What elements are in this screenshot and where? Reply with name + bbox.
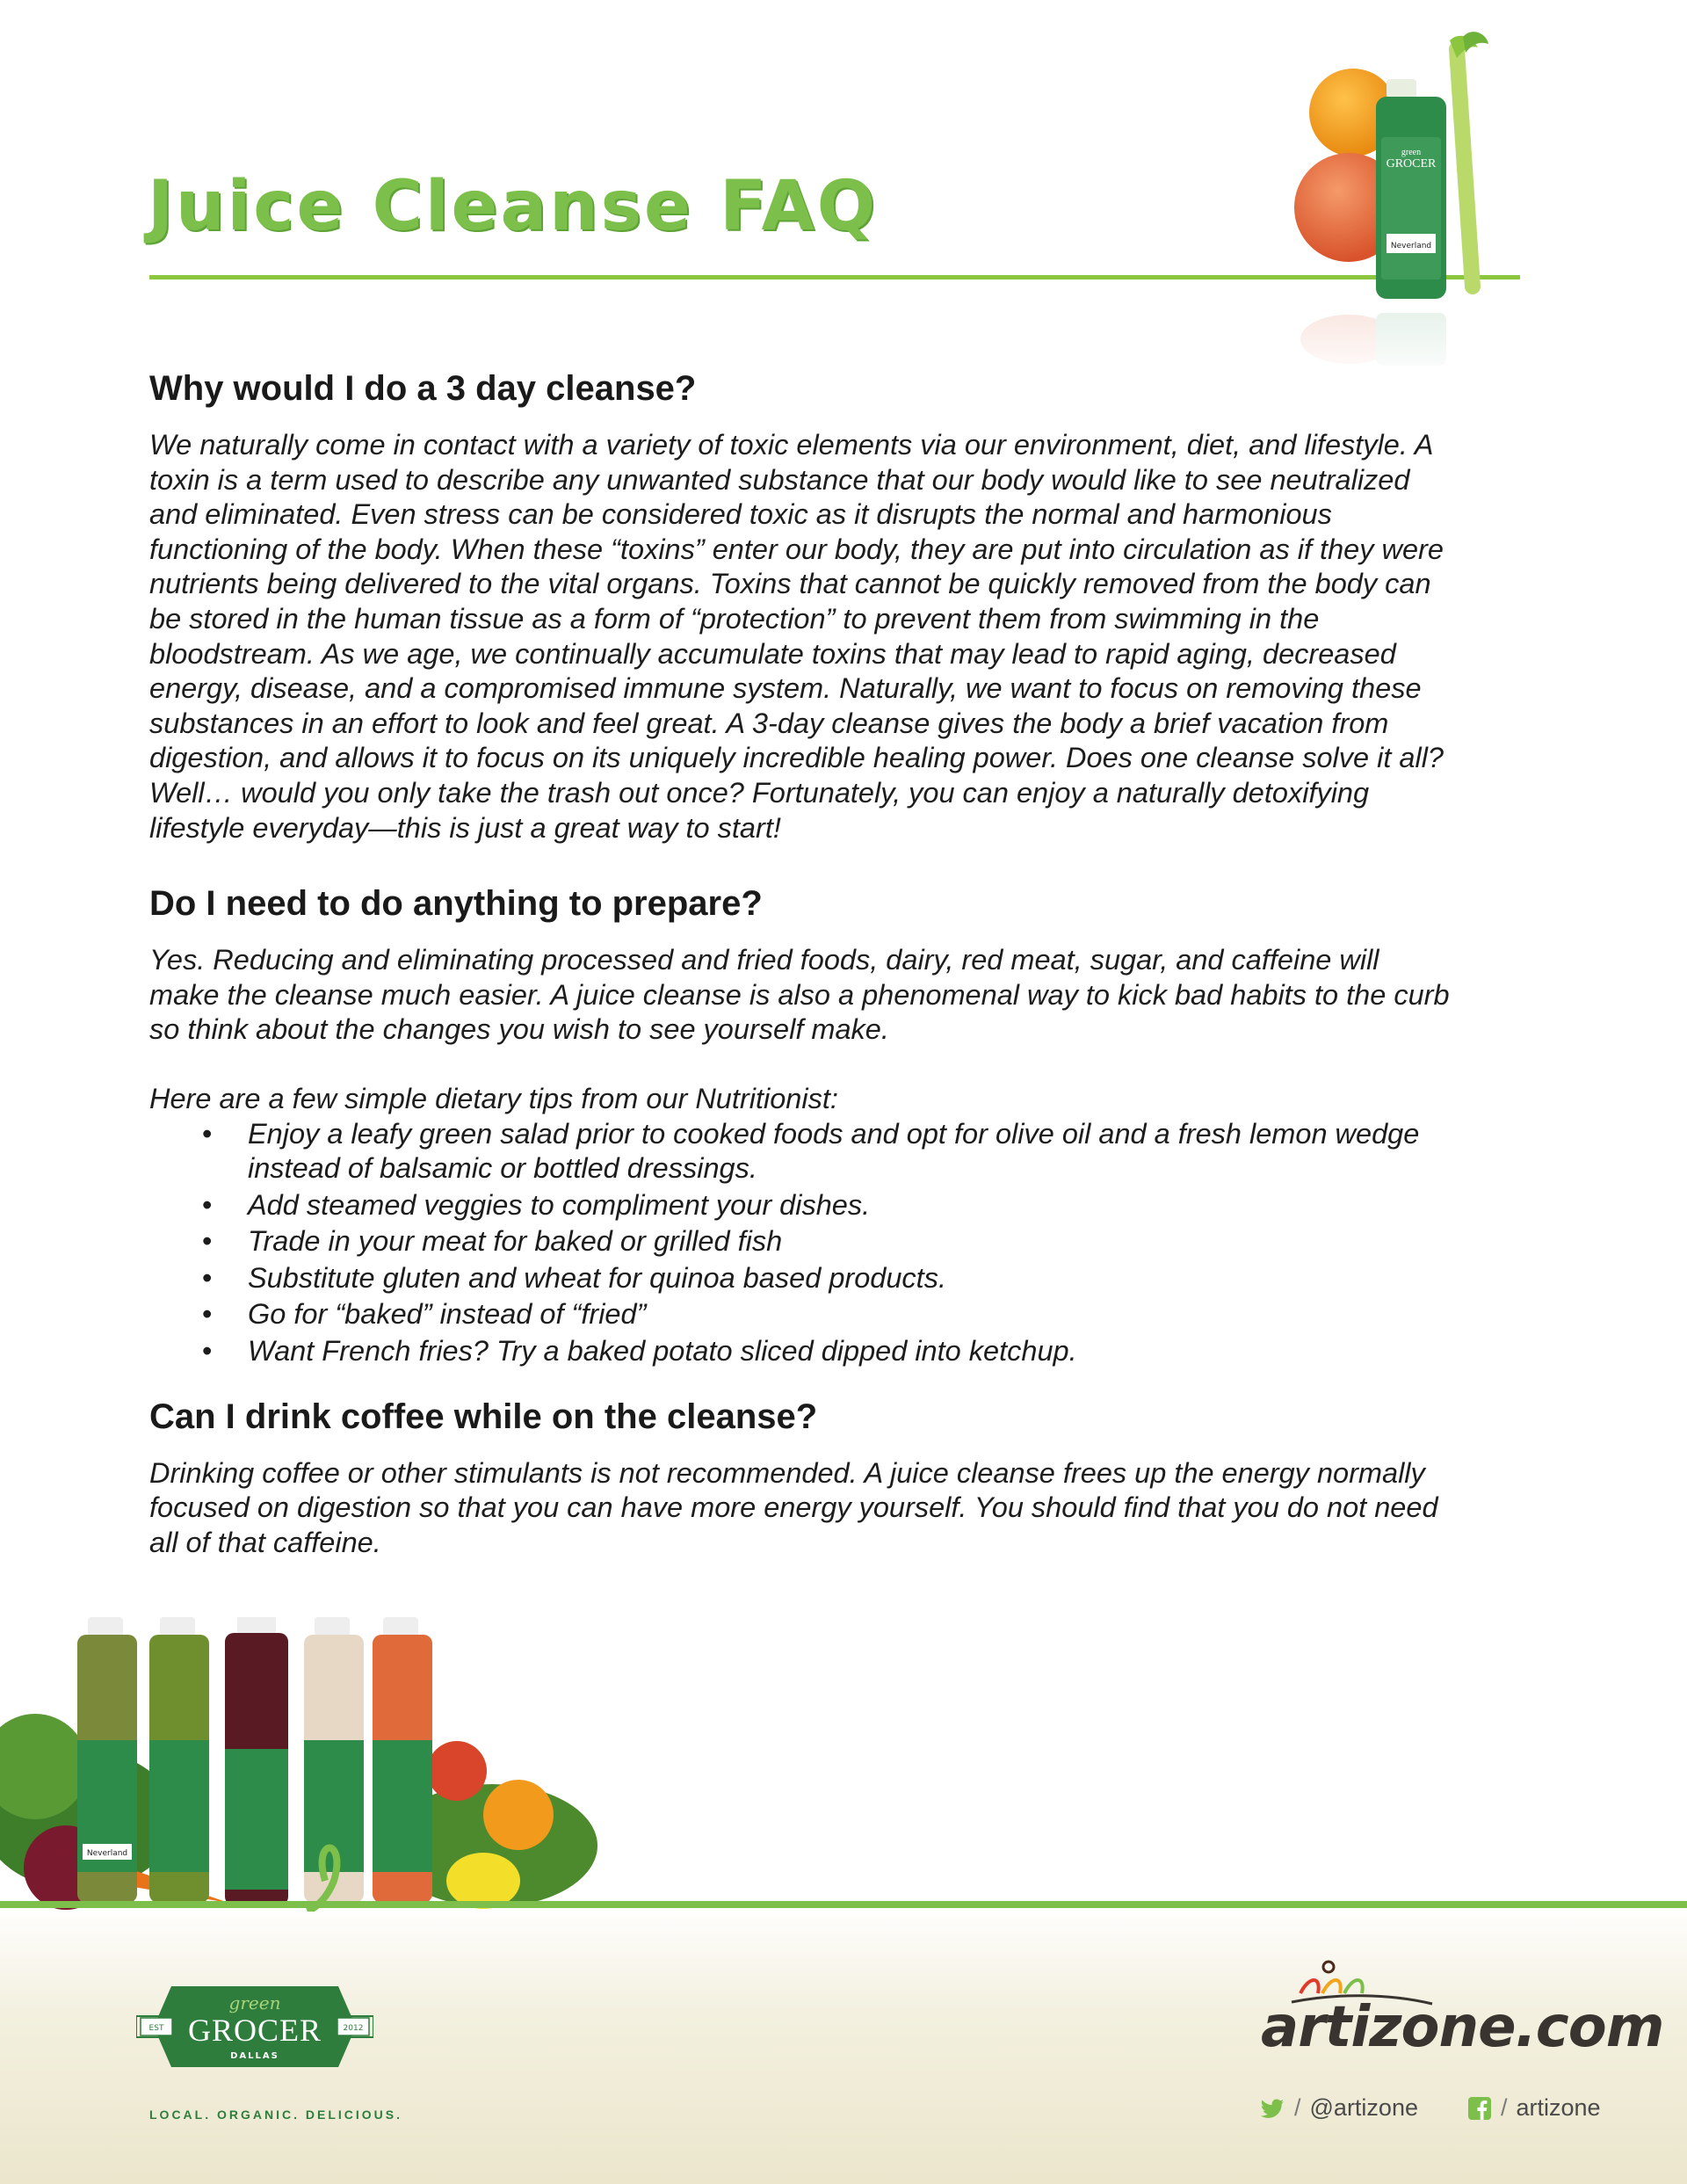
faq-section-3-day bbox=[149, 369, 1546, 845]
question-heading: Do I need to do anything to prepare? bbox=[149, 884, 763, 924]
faq-section-prepare bbox=[149, 884, 1546, 1369]
twitter-icon bbox=[1261, 2096, 1285, 2121]
list-item: • Want French fries? Try a baked potato sliced dipped into ketchup. bbox=[149, 1334, 1546, 1369]
facebook-icon bbox=[1467, 2096, 1492, 2121]
bullet-icon: • bbox=[202, 1225, 213, 1258]
list-item: • Go for “baked” instead of “fried” bbox=[149, 1297, 1546, 1332]
answer-paragraph: Drinking coffee or other stimulants is not recommended. A juice cleanse frees up the energy normally focused on digestion so that you can have more energy yourself. You should find that you do not need all of that caffeine. bbox=[149, 1456, 1438, 1558]
answer-paragraph: Yes. Reducing and eliminating processed and fried foods, dairy, red meat, sugar, and caffeine will make the cleanse much easier. A juice cleanse is also a phenomenal way to kick bad habits to the curb so think about the changes you wish to see yourself make. bbox=[149, 944, 1450, 1046]
hero-juice-illustration bbox=[1283, 32, 1511, 383]
orange-icon bbox=[483, 1780, 554, 1850]
question-heading: Can I drink coffee while on the cleanse? bbox=[149, 1397, 818, 1436]
tagline: LOCAL. ORGANIC. DELICIOUS. bbox=[149, 2108, 402, 2122]
list-item: • Trade in your meat for baked or grilled fish bbox=[149, 1224, 1546, 1259]
juice-bottle-icon bbox=[225, 1617, 288, 1905]
artizone-url[interactable]: artizone.com bbox=[1261, 1995, 1664, 2060]
list-item: • Substitute gluten and wheat for quinoa based products. bbox=[149, 1261, 1546, 1296]
bullet-icon: • bbox=[202, 1298, 213, 1331]
faq-content bbox=[149, 369, 1546, 1560]
svg-text:2012: 2012 bbox=[343, 2024, 364, 2033]
footer-green-line bbox=[0, 1901, 1687, 1908]
celery-icon bbox=[1450, 32, 1488, 287]
svg-text:Neverland: Neverland bbox=[86, 1849, 128, 1858]
bullet-icon: • bbox=[202, 1335, 213, 1368]
green-grocer-logo bbox=[136, 1977, 373, 2074]
juice-bottle-icon bbox=[77, 1617, 137, 1903]
faq-section-coffee bbox=[149, 1397, 1546, 1561]
bullet-icon: • bbox=[202, 1117, 213, 1150]
question-heading: Why would I do a 3 day cleanse? bbox=[149, 369, 697, 408]
page-title: Juice Cleanse FAQ bbox=[148, 167, 879, 246]
twitter-handle[interactable]: / @artizone bbox=[1261, 2094, 1418, 2122]
bottles-produce-illustration bbox=[0, 1617, 615, 1912]
svg-text:green: green bbox=[1401, 148, 1422, 157]
bullet-icon: • bbox=[202, 1261, 213, 1294]
svg-text:green: green bbox=[228, 1992, 281, 2013]
answer-paragraph: We naturally come in contact with a variety of toxic elements via our environment, diet, and lifestyle. A toxin is a term used to describe any unwanted substance that our body would like to see neutralized and eliminated. Even stress can be considered toxic as it disrupts the normal and harmonious functioning of the body. When these “toxins” enter our body, they are put into circulation as if they were nutrients being delivered to the vital organs. Toxins that cannot be quickly removed from the body can be stored in the human tissue as a form of “protection” to prevent them from swimming in the bloodstream. As we age, we continually accumulate toxins that may lead to rapid aging, decreased energy, disease, and a compromised immune system. Naturally, we want to focus on removing these substances in an effort to look and feel great. A 3-day cleanse gives the body a brief vacation from digestion, and allows it to focus on its uniquely incredible healing power. Does one cleanse solve it all? Well… would you only take the trash out once? Fortunately, you can enjoy a naturally detoxifying lifestyle everyday—this is just a great way to start! bbox=[149, 429, 1444, 844]
tips-list bbox=[149, 1117, 1546, 1369]
apple-icon bbox=[427, 1741, 487, 1801]
svg-text:Neverland: Neverland bbox=[1390, 242, 1432, 250]
facebook-handle[interactable]: / artizone bbox=[1467, 2094, 1601, 2122]
svg-text:EST: EST bbox=[148, 2024, 164, 2033]
svg-text:GROCER: GROCER bbox=[1386, 157, 1437, 171]
juice-bottle-icon bbox=[149, 1617, 209, 1903]
tips-intro: Here are a few simple dietary tips from our Nutritionist: bbox=[149, 1082, 838, 1114]
svg-text:DALLAS: DALLAS bbox=[230, 2051, 279, 2061]
svg-text:GROCER: GROCER bbox=[187, 2013, 322, 2048]
bullet-icon: • bbox=[202, 1188, 213, 1221]
juice-bottle-icon bbox=[1376, 79, 1446, 299]
list-item: • Enjoy a leafy green salad prior to cooked foods and opt for olive oil and a fresh lemon wedge instead of balsamic or bottled dressings. bbox=[202, 1117, 1420, 1185]
juice-bottle-icon bbox=[373, 1617, 432, 1903]
list-item: • Add steamed veggies to compliment your dishes. bbox=[149, 1188, 1546, 1223]
